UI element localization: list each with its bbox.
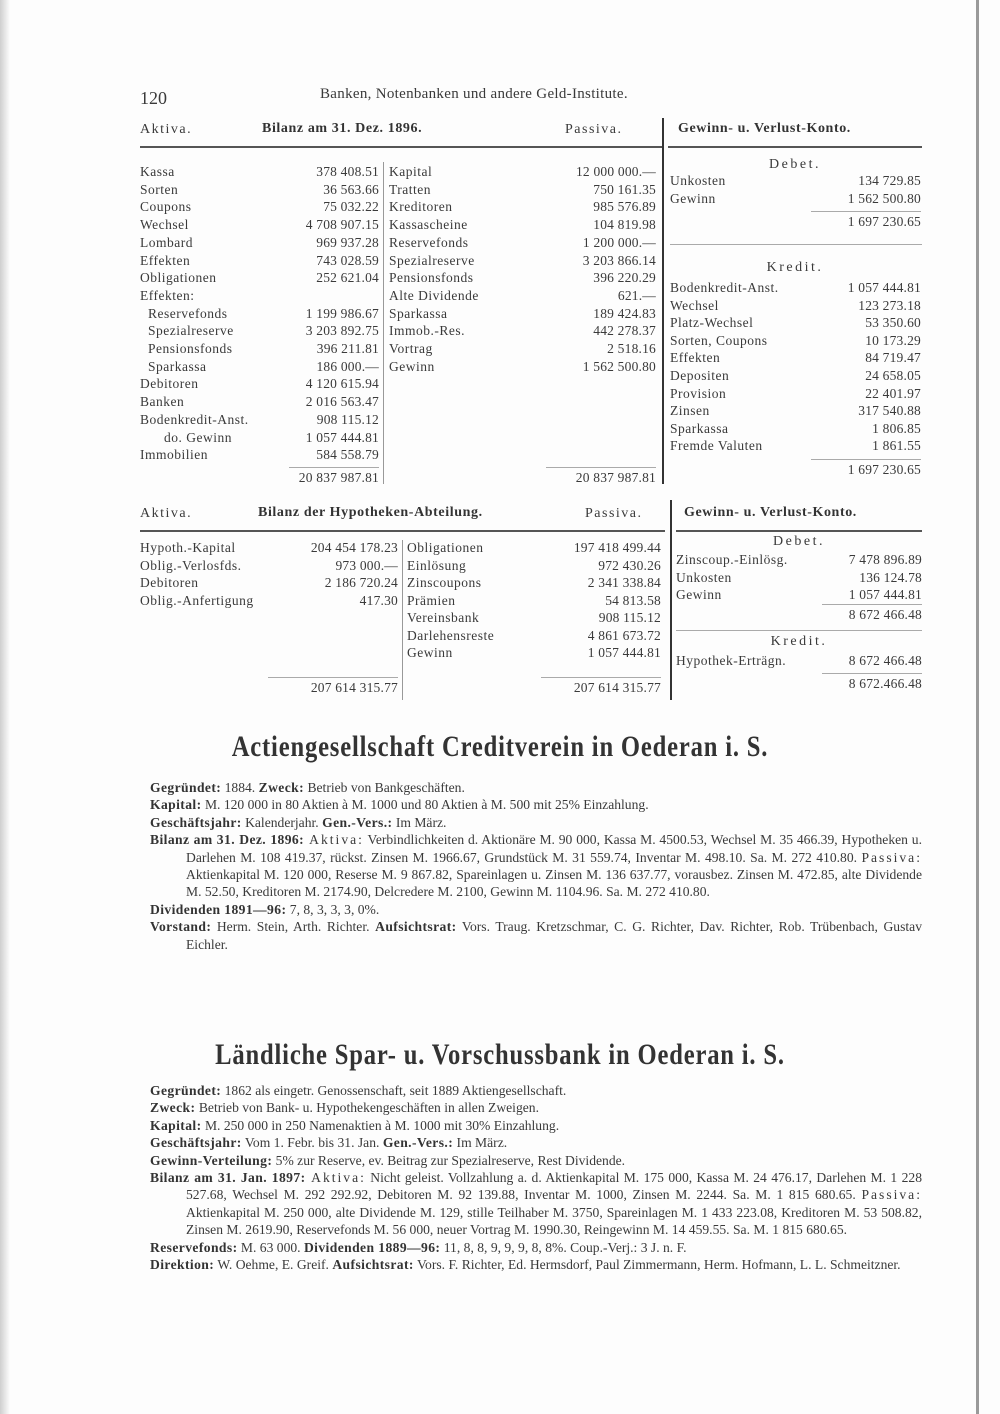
field-label: Reservefonds: xyxy=(150,1239,238,1255)
total-rule xyxy=(541,677,661,678)
total-value: 20 837 987.81 xyxy=(298,470,379,485)
passiva-item-value: 54 813.58 xyxy=(605,592,661,608)
guv-title: Gewinn- u. Verlust-Konto. xyxy=(684,505,857,520)
entry-paragraph xyxy=(150,814,922,831)
passiva-item-value: 1 057 444.81 xyxy=(587,645,661,660)
aktiva-item-value: 969 937.28 xyxy=(316,234,379,250)
entry-paragraph xyxy=(150,1134,922,1151)
aktiva-item-label: Effekten: xyxy=(140,287,195,303)
field-label: Aufsichtsrat: xyxy=(332,1257,414,1273)
debet-item-label: Zinscoup.-Einlösg. xyxy=(676,552,788,567)
kredit-item-label: Zinsen xyxy=(670,403,710,419)
field-label: Gegründet: xyxy=(150,1083,222,1098)
entry-paragraph xyxy=(150,831,922,901)
passiva-item-label: Darlehensreste xyxy=(407,627,495,643)
total-value: 8 672.466.48 xyxy=(848,676,922,691)
passiva-item-label: Immob.-Res. xyxy=(389,323,465,339)
debet-heading: Debet. xyxy=(773,534,825,549)
aktiva-item-label: Banken xyxy=(140,394,185,410)
aktiva-item-label: Immobilien xyxy=(140,447,208,463)
passiva-item-value: 972 430.26 xyxy=(598,557,661,573)
debet-item-label: Unkosten xyxy=(670,173,726,188)
field-label: Geschäftsjahr: xyxy=(150,814,242,830)
aktiva-item-label: Wechsel xyxy=(140,217,189,233)
kredit-item-value: 53 350.60 xyxy=(865,315,921,331)
kredit-item-label: Wechsel xyxy=(670,297,719,313)
aktiva-item-label: Oblig.-Anfertigung xyxy=(140,592,254,608)
kredit-item-value: 8 672 466.48 xyxy=(848,653,922,668)
divider xyxy=(676,630,922,631)
field-label: Kapital: xyxy=(150,1117,202,1133)
passiva-item-value: 4 861 673.72 xyxy=(587,627,661,643)
guv-rule xyxy=(668,146,922,148)
aktiva-item-value: 417.30 xyxy=(359,592,398,608)
passiva-item-label: Alte Dividende xyxy=(389,287,479,303)
debet-item-label: Unkosten xyxy=(676,569,732,585)
field-label: Zweck: xyxy=(258,780,305,795)
entry-paragraph xyxy=(150,1099,922,1116)
entry-paragraph xyxy=(150,901,922,918)
entry-title: Actiengesellschaft Creditverein in Oederan i. S. xyxy=(231,730,769,763)
entry-paragraph xyxy=(150,779,922,796)
passiva-item-value: 396 220.29 xyxy=(593,270,656,286)
aktiva-item-value: 75 032.22 xyxy=(323,199,379,215)
kredit-item-label: Platz-Wechsel xyxy=(670,315,754,331)
entry-paragraph xyxy=(150,1239,922,1256)
aktiva-item-value: 4 120 615.94 xyxy=(305,376,379,392)
kredit-item-value: 1 057 444.81 xyxy=(847,280,921,295)
field-text: Vors. Traug. Kretzschmar, C. G. Richter, Dav. Richter, Rob. Trübenbach, Gustav Eichler. xyxy=(186,919,922,952)
passiva-item-label: Kreditoren xyxy=(389,199,453,215)
section-label: Aktiva: xyxy=(304,832,364,848)
total-value: 1 697 230.65 xyxy=(847,214,921,229)
total-rule xyxy=(289,467,379,468)
field-label: Aufsichtsrat: xyxy=(375,919,457,935)
passiva-item-value: 908 115.12 xyxy=(598,610,661,625)
total-rule xyxy=(811,211,921,212)
section-label: Passiva: xyxy=(861,849,922,865)
debet-heading: Debet. xyxy=(769,157,821,172)
entry-paragraph xyxy=(150,1117,922,1134)
entry-paragraph xyxy=(150,1256,922,1273)
field-text: M. 120 000 in 80 Aktien à M. 1000 und 80 Aktien à M. 500 mit 25% Einzahlung. xyxy=(201,797,649,813)
total-value: 8 672 466.48 xyxy=(848,607,922,622)
kredit-item-value: 22 401.97 xyxy=(865,385,921,401)
scan-edge-left xyxy=(0,0,10,1414)
field-text: M. 250 000 in 250 Namenaktien à M. 1000 mit 30% Einzahlung. xyxy=(201,1117,560,1133)
debet-item-label: Gewinn xyxy=(670,190,716,206)
field-label: Vorstand: xyxy=(150,919,212,935)
kredit-item-value: 1 806.85 xyxy=(872,420,921,436)
kredit-item-label: Fremde Valuten xyxy=(670,438,763,454)
section-label: Aktiva: xyxy=(305,1170,366,1186)
passiva-item-label: Spezialreserve xyxy=(389,252,475,268)
field-text: Im März. xyxy=(392,814,447,830)
passiva-item-value: 1 200 000.— xyxy=(582,234,656,250)
total-value: 207 614 315.77 xyxy=(573,680,661,695)
field-label: Gewinn-Verteilung: xyxy=(150,1152,273,1168)
entry-paragraph xyxy=(150,918,922,953)
field-text: 7, 8, 3, 3, 3, 0%. xyxy=(286,901,380,917)
aktiva-item-value: 36 563.66 xyxy=(323,181,379,197)
field-label: Gen.-Vers.: xyxy=(382,1135,454,1151)
kredit-item-label: Depositen xyxy=(670,368,730,383)
total-rule xyxy=(268,677,398,678)
debet-item-value: 1 057 444.81 xyxy=(848,587,922,602)
field-text: Verbindlichkeiten d. Aktionäre M. 90 000, Kassa M. 4500.53, Wechsel M. 35 466.39, Hypotheken u. Darlehen M. 108 419.37, rückst. Zinsen M. 1966.67, Grundstück M. 31 559.74, Inventar M. 498.10. Sa. M. 272 410.80. xyxy=(186,832,922,865)
field-label: Bilanz am 31. Dez. 1896: xyxy=(150,832,305,848)
kredit-item-label: Sparkassa xyxy=(670,420,729,436)
passiva-item-value: 104 819.98 xyxy=(593,217,656,233)
field-label: Kapital: xyxy=(150,797,202,813)
aktiva-item-value: 743 028.59 xyxy=(316,252,379,268)
passiva-item-value: 2 518.16 xyxy=(607,341,656,356)
passiva-item-value: 442 278.37 xyxy=(593,323,656,339)
passiva-label: Passiva. xyxy=(585,506,643,521)
aktiva-item-value: 2 016 563.47 xyxy=(305,394,379,410)
field-text: Vom 1. Febr. bis 31. Jan. xyxy=(241,1135,383,1151)
kredit-item-label: Provision xyxy=(670,385,727,401)
aktiva-item-label: Oblig.-Verlosfds. xyxy=(140,557,242,573)
kredit-item-value: 10 173.29 xyxy=(865,332,921,348)
kredit-item-value: 123 273.18 xyxy=(858,297,921,313)
aktiva-item-value: 2 186 720.24 xyxy=(324,575,398,590)
field-text: Aktienkapital M. 250 000, alte Dividende M. 129, stille Teilhaber M. 3750, Spareinlagen M. 1 433 223.08, Kreditoren M. 53 508.82, Zinsen M. 2619.90, Reservefonds M. 56 000, neuer Vortrag M. 1990.30, Reingewinn M. 14 459.55. Sa. M. 1 815 680.65. xyxy=(186,1204,922,1238)
kredit-heading: Kredit. xyxy=(770,634,828,649)
aktiva-item-label: Reservefonds xyxy=(148,305,228,321)
passiva-item-value: 1 562 500.80 xyxy=(582,358,656,374)
balance-title: Bilanz der Hypotheken-Abteilung. xyxy=(258,505,483,520)
aktiva-label: Aktiva. xyxy=(140,506,193,521)
guv-title: Gewinn- u. Verlust-Konto. xyxy=(678,121,851,136)
aktiva-item-label: do. Gewinn xyxy=(164,429,232,445)
field-text: Vors. F. Richter, Ed. Hermsdorf, Paul Zimmermann, Herm. Hofmann, L. L. Schmeitzner. xyxy=(413,1257,901,1273)
passiva-item-value: 2 341 338.84 xyxy=(587,575,661,590)
aktiva-item-value: 973 000.— xyxy=(335,557,398,573)
section-label: Passiva: xyxy=(861,1187,922,1203)
debet-item-value: 134 729.85 xyxy=(858,173,921,188)
header-rule xyxy=(140,146,662,148)
aktiva-item-value: 1 199 986.67 xyxy=(305,305,379,321)
passiva-item-label: Kassascheine xyxy=(389,217,468,233)
scan-edge-right xyxy=(976,0,979,1414)
aktiva-item-label: Lombard xyxy=(140,234,193,250)
passiva-item-value: 750 161.35 xyxy=(593,181,656,197)
entry-paragraph xyxy=(150,1169,922,1239)
passiva-item-label: Gewinn xyxy=(389,358,435,374)
column-divider xyxy=(383,162,384,484)
passiva-item-label: Gewinn xyxy=(407,645,453,660)
aktiva-item-label: Debitoren xyxy=(140,575,199,590)
field-text: Kalenderjahr. xyxy=(241,814,323,830)
entry-body xyxy=(150,779,922,953)
page-number: 120 xyxy=(140,88,167,108)
total-value: 1 697 230.65 xyxy=(847,462,921,477)
field-label: Gegründet: xyxy=(150,780,222,795)
entry-body xyxy=(150,1082,922,1273)
entry-paragraph xyxy=(150,1152,922,1169)
aktiva-item-value: 252 621.04 xyxy=(316,270,379,286)
kredit-item-label: Bodenkredit-Anst. xyxy=(670,280,779,295)
field-text: W. Oehme, E. Greif. xyxy=(214,1257,333,1273)
debet-item-value: 136 124.78 xyxy=(859,569,922,585)
field-text: 1862 als eingetr. Genossenschaft, seit 1889 Aktiengesellschaft. xyxy=(221,1083,567,1098)
field-text: Aktienkapital M. 120 000, Reserse M. 9 867.82, Spareinlagen u. Zinsen M. 136 637.77, vorausbez. Zinsen M. 472.85, alte Dividende M. 52.50, Kreditoren M. 2174.90, Delcredere M. 2100, Gewinn M. 1104.96. Sa. M. 272 410.80. xyxy=(186,867,922,900)
balance-title: Bilanz am 31. Dez. 1896. xyxy=(262,121,423,136)
passiva-item-label: Einlösung xyxy=(407,557,467,573)
passiva-item-label: Tratten xyxy=(389,181,432,197)
passiva-item-label: Obligationen xyxy=(407,540,484,555)
aktiva-item-label: Spezialreserve xyxy=(148,323,234,339)
passiva-item-value: 197 418 499.44 xyxy=(573,540,661,555)
field-label: Geschäftsjahr: xyxy=(150,1135,242,1151)
kredit-item-label: Effekten xyxy=(670,350,721,366)
aktiva-item-value: 204 454 178.23 xyxy=(310,540,398,555)
aktiva-item-label: Sparkassa xyxy=(148,358,207,374)
passiva-item-label: Vortrag xyxy=(389,341,433,356)
aktiva-item-value: 1 057 444.81 xyxy=(305,429,379,445)
total-rule xyxy=(811,459,921,460)
entry-paragraph xyxy=(150,1082,922,1099)
kredit-item-value: 317 540.88 xyxy=(858,403,921,419)
aktiva-item-label: Obligationen xyxy=(140,270,217,286)
aktiva-item-label: Bodenkredit-Anst. xyxy=(140,411,249,427)
kredit-item-value: 24 658.05 xyxy=(865,368,921,383)
aktiva-item-value: 396 211.81 xyxy=(316,341,379,356)
aktiva-item-label: Pensionsfonds xyxy=(148,341,233,356)
passiva-item-value: 189 424.83 xyxy=(593,305,656,321)
entry-title: Ländliche Spar- u. Vorschussbank in Oederan i. S. xyxy=(215,1038,785,1071)
entry-paragraph xyxy=(150,796,922,813)
kredit-item-label: Sorten, Coupons xyxy=(670,332,768,348)
total-rule xyxy=(546,467,656,468)
kredit-heading: Kredit. xyxy=(766,260,824,275)
kredit-item-label: Hypothek-Erträgn. xyxy=(676,653,787,668)
passiva-label: Passiva. xyxy=(565,122,623,137)
total-rule xyxy=(822,673,922,674)
passiva-item-label: Reservefonds xyxy=(389,234,469,250)
section-divider xyxy=(662,118,664,484)
aktiva-item-value: 908 115.12 xyxy=(316,411,379,427)
field-text: 1884. xyxy=(221,780,259,795)
header-rule xyxy=(140,530,665,532)
section-divider xyxy=(670,500,672,700)
aktiva-item-label: Coupons xyxy=(140,199,192,215)
column-divider xyxy=(402,540,403,700)
debet-item-value: 1 562 500.80 xyxy=(847,190,921,206)
total-value: 207 614 315.77 xyxy=(310,680,398,695)
guv-rule xyxy=(676,530,922,532)
divider xyxy=(670,244,922,245)
aktiva-item-value: 378 408.51 xyxy=(316,164,379,179)
field-text: Betrieb von Bankgeschäften. xyxy=(304,780,465,795)
aktiva-item-value: 4 708 907.15 xyxy=(305,217,379,233)
field-text: Betrieb von Bank- u. Hypothekengeschäften in allen Zweigen. xyxy=(195,1100,539,1116)
aktiva-item-label: Kassa xyxy=(140,164,175,179)
field-text: M. 63 000. xyxy=(237,1239,304,1255)
passiva-item-value: 621.— xyxy=(617,287,656,303)
aktiva-item-value: 584 558.79 xyxy=(316,447,379,463)
field-label: Direktion: xyxy=(150,1257,215,1273)
total-value: 20 837 987.81 xyxy=(575,470,656,485)
field-label: Zweck: xyxy=(150,1100,196,1116)
field-text: Herm. Stein, Arth. Richter. xyxy=(211,919,376,935)
field-label: Dividenden 1891—96: xyxy=(150,901,287,917)
field-text: 5% zur Reserve, ev. Beitrag zur Spezialreserve, Rest Dividende. xyxy=(272,1152,626,1168)
kredit-item-value: 84 719.47 xyxy=(865,350,921,366)
aktiva-item-label: Sorten xyxy=(140,181,179,197)
aktiva-item-label: Hypoth.-Kapital xyxy=(140,540,236,555)
field-text: 11, 8, 8, 9, 9, 9, 8, 8%. Coup.-Verj.: 3 J. n. F. xyxy=(440,1239,687,1255)
aktiva-label: Aktiva. xyxy=(140,122,193,137)
field-text: Im März. xyxy=(453,1135,508,1151)
passiva-item-label: Kapital xyxy=(389,164,433,179)
total-rule xyxy=(822,604,922,605)
aktiva-item-value: 186 000.— xyxy=(316,358,379,374)
field-label: Bilanz am 31. Jan. 1897: xyxy=(150,1170,306,1186)
kredit-item-value: 1 861.55 xyxy=(872,438,921,454)
passiva-item-label: Prämien xyxy=(407,592,456,608)
field-label: Dividenden 1889—96: xyxy=(303,1239,441,1255)
passiva-item-label: Zinscoupons xyxy=(407,575,482,590)
aktiva-item-label: Effekten xyxy=(140,252,191,268)
passiva-item-value: 3 203 866.14 xyxy=(582,252,656,268)
aktiva-item-value: 3 203 892.75 xyxy=(305,323,379,339)
passiva-item-value: 12 000 000.— xyxy=(575,164,656,179)
passiva-item-value: 985 576.89 xyxy=(593,199,656,215)
field-text: Nicht geleist. Vollzahlung a. d. Aktienkapital M. 175 000, Kassa M. 24 476.17, Darlehen M. 1 228 527.68, Wechsel M. 292 292.92, Debitoren M. 92 139.88, Inventar M. 1000, Zinsen M. 2244. Sa. M. 1 815 680.65. xyxy=(186,1170,922,1203)
passiva-item-label: Sparkassa xyxy=(389,305,448,321)
running-head: Banken, Notenbanken und andere Geld-Institute. xyxy=(320,86,628,102)
passiva-item-label: Pensionsfonds xyxy=(389,270,474,286)
passiva-item-label: Vereinsbank xyxy=(407,610,480,625)
debet-item-value: 7 478 896.89 xyxy=(848,552,922,567)
aktiva-item-label: Debitoren xyxy=(140,376,199,392)
debet-item-label: Gewinn xyxy=(676,587,722,602)
field-label: Gen.-Vers.: xyxy=(322,814,393,830)
